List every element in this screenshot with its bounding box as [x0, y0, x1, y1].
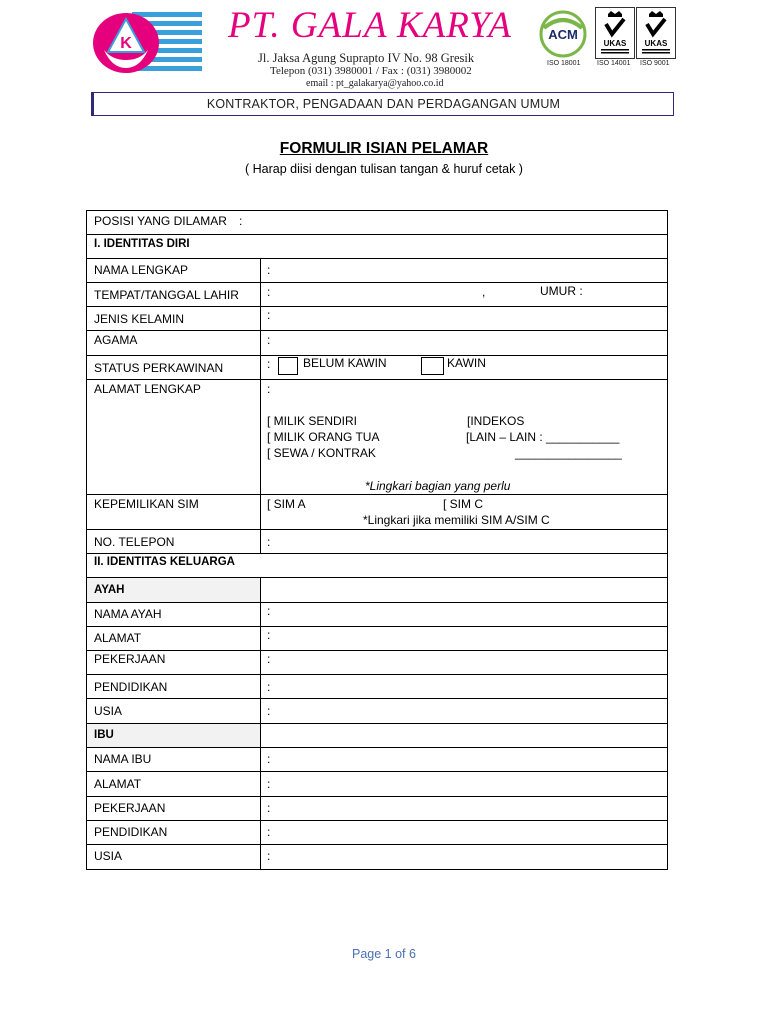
label-jenis-kelamin: JENIS KELAMIN — [94, 312, 185, 326]
company-logo — [92, 10, 204, 76]
checkbox-kawin[interactable] — [421, 357, 444, 375]
ukas-certification-logo — [595, 7, 635, 59]
ttl-comma: , — [482, 285, 486, 299]
row-ibu-header — [86, 724, 668, 748]
label-pendidikan: PENDIDIKAN — [94, 680, 168, 694]
section-title: I. IDENTITAS DIRI — [94, 238, 190, 250]
option-sim-a[interactable]: [ SIM A — [267, 497, 306, 511]
note-sim: *Lingkari jika memiliki SIM A/SIM C — [363, 513, 550, 527]
row-kepemilikan-sim — [86, 495, 668, 530]
label-kawin: KAWIN — [447, 356, 486, 370]
checkbox-belum-kawin[interactable] — [278, 357, 298, 375]
label-alamat: ALAMAT — [94, 631, 142, 645]
colon: : — [267, 308, 271, 322]
colon: : — [267, 652, 271, 666]
row-ayah-header — [86, 578, 668, 603]
label-ayah: AYAH — [94, 584, 125, 596]
label-alamat-lengkap: ALAMAT LENGKAP — [94, 382, 201, 396]
label-ibu: IBU — [94, 729, 114, 741]
note-lingkari: *Lingkari bagian yang perlu — [365, 479, 511, 493]
colon: : — [267, 604, 271, 618]
page-number: Page 1 of 6 — [352, 947, 416, 961]
tagline-box — [91, 92, 674, 116]
row-nama-lengkap[interactable] — [86, 259, 668, 283]
section-identitas-diri — [86, 235, 668, 259]
option-milik-sendiri[interactable]: [ MILIK SENDIRI — [267, 414, 358, 428]
company-email: email : pt_galakarya@yahoo.co.id — [306, 78, 444, 89]
colon: : — [267, 357, 271, 371]
colon: : — [267, 285, 271, 299]
option-indekos[interactable]: [INDEKOS — [467, 414, 525, 428]
iso-18001-label: ISO 18001 — [547, 60, 581, 67]
label-usia: USIA — [94, 849, 123, 863]
label-umur: UMUR : — [540, 284, 583, 298]
iso-14001-label: ISO 14001 — [597, 60, 631, 67]
row-pendidikan-ibu[interactable] — [86, 821, 668, 845]
label-pekerjaan: PEKERJAAN — [94, 652, 166, 666]
option-milik-orang-tua[interactable]: [ MILIK ORANG TUA — [267, 430, 380, 444]
row-usia-ibu[interactable] — [86, 845, 668, 870]
colon: : — [267, 825, 271, 839]
colon: : — [267, 535, 271, 549]
colon: : — [239, 214, 243, 228]
label-nama-lengkap: NAMA LENGKAP — [94, 263, 189, 277]
label-no-telepon: NO. TELEPON — [94, 535, 175, 549]
label-pekerjaan: PEKERJAAN — [94, 801, 166, 815]
label-posisi: POSISI YANG DILAMAR — [94, 214, 227, 228]
label-ttl: TEMPAT/TANGGAL LAHIR — [94, 288, 239, 302]
row-tempat-tanggal-lahir[interactable] — [86, 283, 668, 307]
option-sim-c[interactable]: [ SIM C — [443, 497, 484, 511]
form-subtitle: ( Harap diisi dengan tulisan tangan & huruf cetak ) — [245, 162, 523, 176]
row-pendidikan-ayah[interactable] — [86, 675, 668, 699]
colon: : — [267, 680, 271, 694]
colon: : — [267, 333, 271, 347]
row-usia-ayah[interactable] — [86, 699, 668, 724]
colon: : — [267, 263, 271, 277]
colon: : — [267, 801, 271, 815]
svg-text:K: K — [120, 35, 132, 52]
row-nama-ibu[interactable] — [86, 748, 668, 772]
company-name: PT. GALA KARYA — [228, 5, 512, 46]
ukas-label: UKAS — [603, 39, 627, 48]
label-alamat: ALAMAT — [94, 777, 142, 791]
colon: : — [267, 849, 271, 863]
acm-label: ACM — [548, 27, 578, 42]
colon: : — [267, 382, 271, 396]
company-address: Jl. Jaksa Agung Suprapto IV No. 98 Gresik — [258, 51, 475, 65]
option-lain-lain[interactable]: [LAIN – LAIN : ___________ — [466, 430, 620, 444]
row-alamat-lengkap[interactable] — [86, 380, 668, 495]
iso-9001-label: ISO 9001 — [640, 60, 670, 67]
label-kepemilikan-sim: KEPEMILIKAN SIM — [94, 497, 199, 511]
label-nama-ayah: NAMA AYAH — [94, 607, 162, 621]
colon: : — [267, 704, 271, 718]
label-nama-ibu: NAMA IBU — [94, 752, 152, 766]
row-jenis-kelamin[interactable] — [86, 307, 668, 331]
row-pekerjaan-ayah[interactable] — [86, 651, 668, 675]
row-no-telepon[interactable] — [86, 530, 668, 554]
acm-certification-logo — [538, 8, 588, 60]
label-pendidikan: PENDIDIKAN — [94, 825, 168, 839]
option-sewa-kontrak[interactable]: [ SEWA / KONTRAK — [267, 446, 376, 460]
row-nama-ayah[interactable] — [86, 603, 668, 627]
row-pekerjaan-ibu[interactable] — [86, 797, 668, 821]
ukas-certification-logo — [636, 7, 676, 59]
form-title: FORMULIR ISIAN PELAMAR — [279, 140, 489, 157]
colon: : — [267, 752, 271, 766]
label-usia: USIA — [94, 704, 123, 718]
row-status-perkawinan — [86, 356, 668, 380]
label-status-perkawinan: STATUS PERKAWINAN — [94, 361, 224, 375]
section-identitas-keluarga — [86, 554, 668, 578]
label-belum-kawin: BELUM KAWIN — [303, 356, 387, 370]
row-alamat-ayah[interactable] — [86, 627, 668, 651]
company-phone: Telepon (031) 3980001 / Fax : (031) 3980002 — [270, 65, 472, 77]
colon: : — [267, 628, 271, 642]
label-agama: AGAMA — [94, 333, 138, 347]
row-alamat-ibu[interactable] — [86, 772, 668, 797]
lain-lain-line: ________________ — [515, 446, 622, 460]
ukas-label: UKAS — [644, 39, 668, 48]
row-posisi — [86, 210, 668, 235]
row-agama[interactable] — [86, 331, 668, 356]
company-tagline: KONTRAKTOR, PENGADAAN DAN PERDAGANGAN UMUM — [206, 97, 561, 111]
section-title: II. IDENTITAS KELUARGA — [94, 556, 235, 568]
colon: : — [267, 777, 271, 791]
